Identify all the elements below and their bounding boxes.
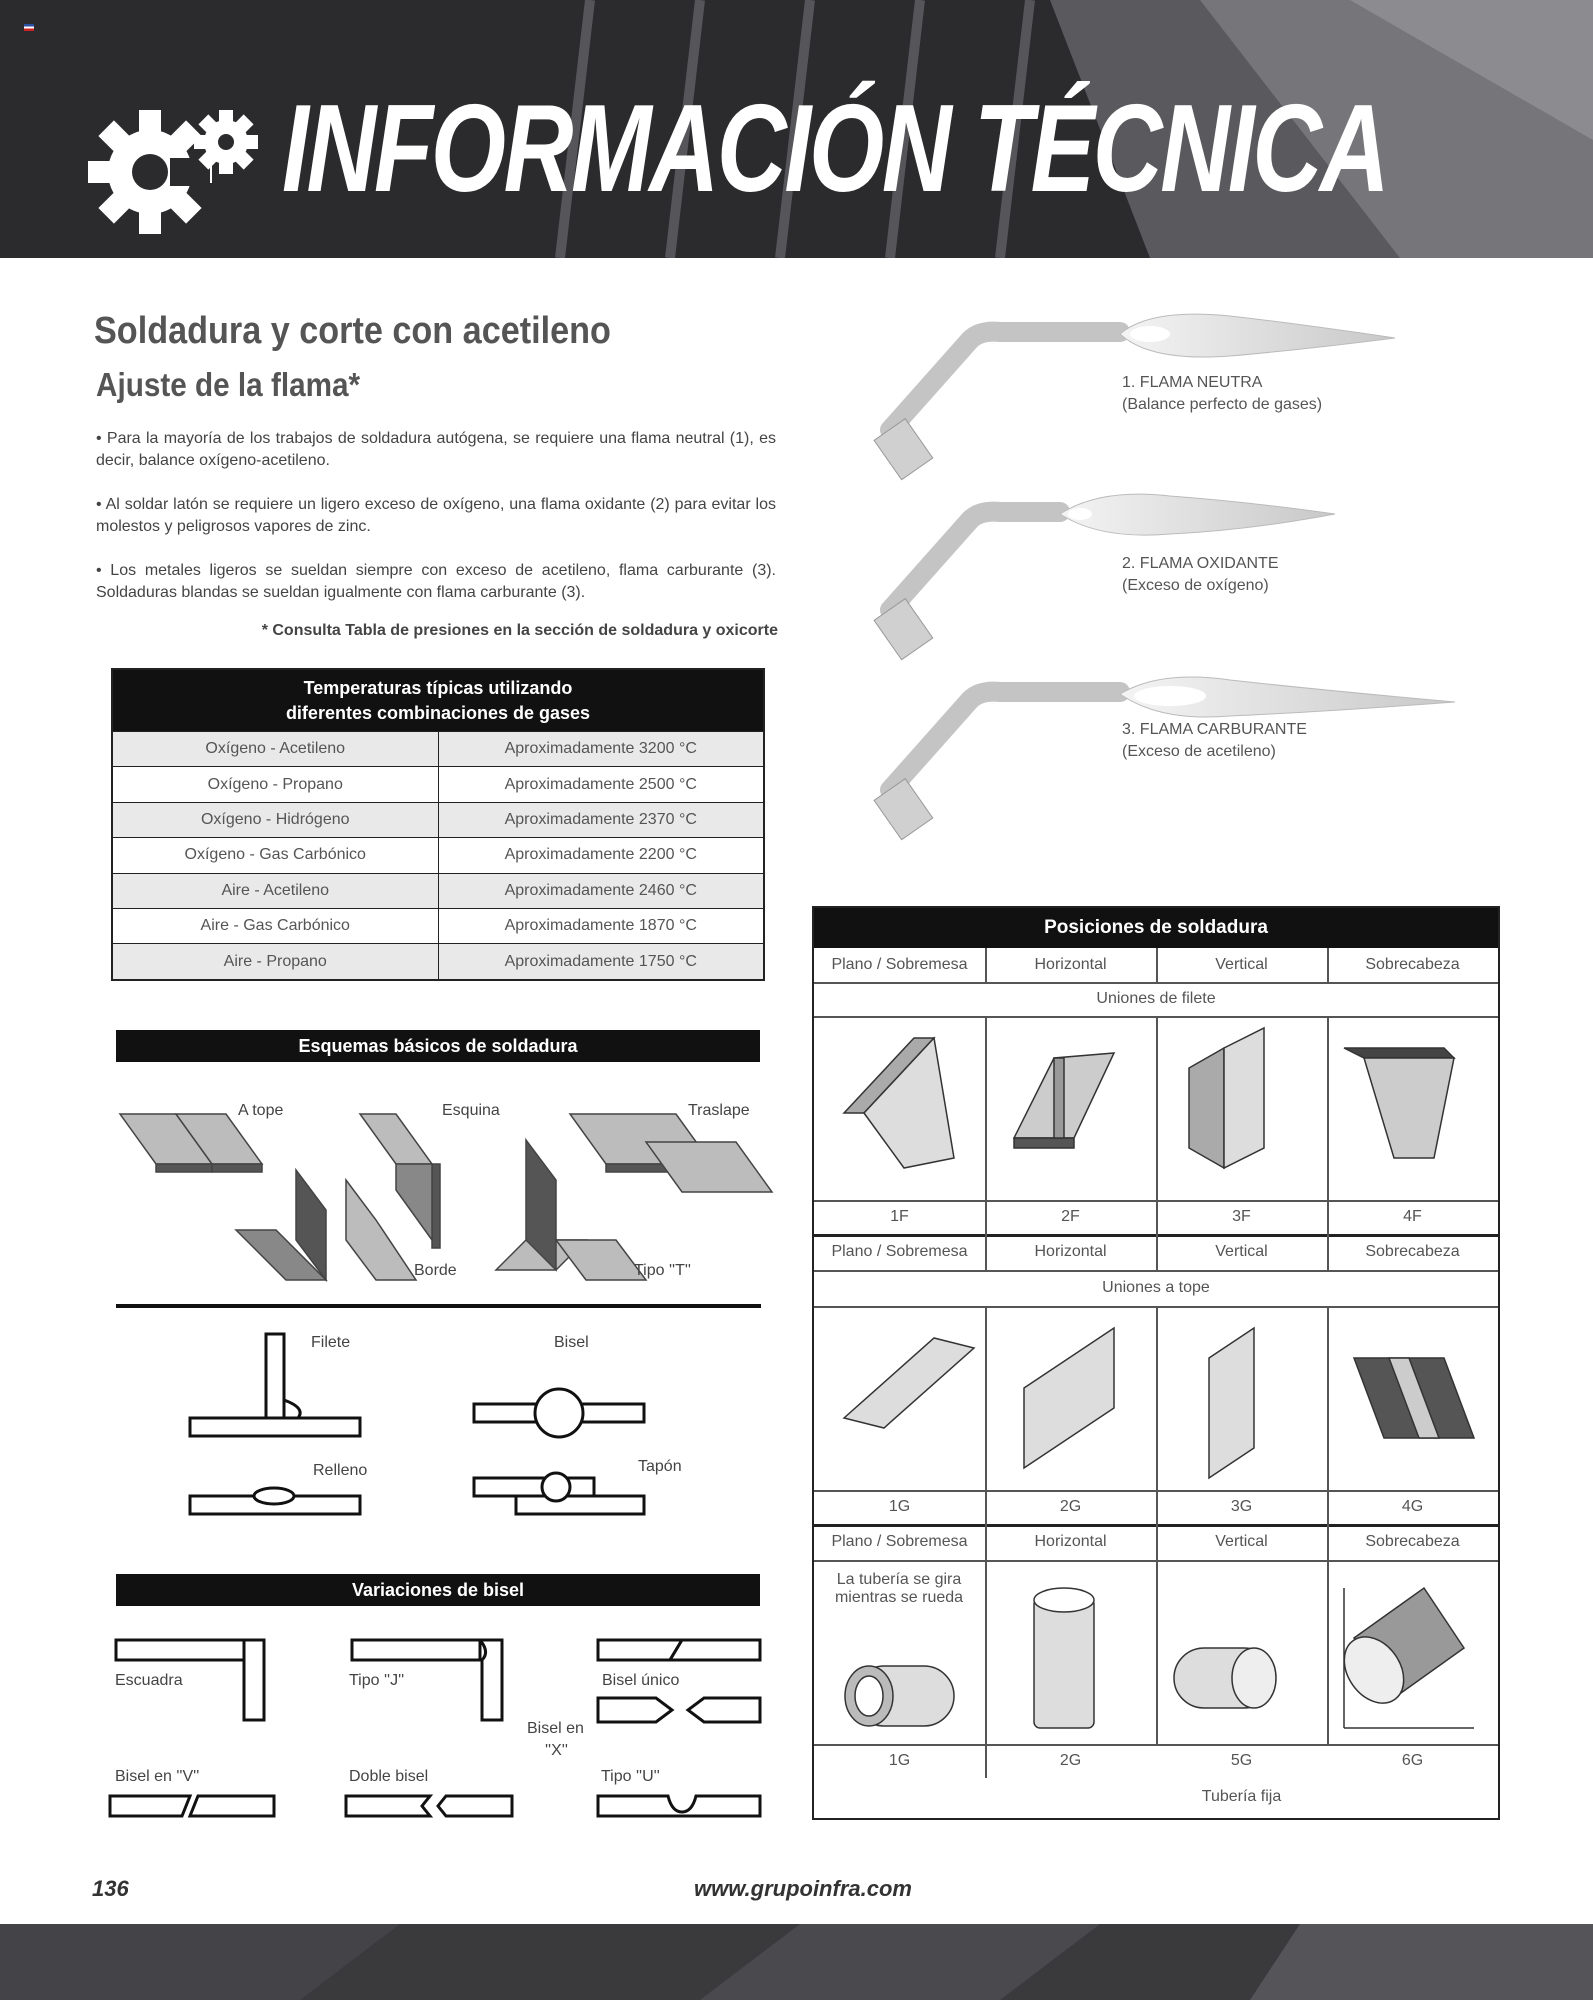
position-code: 1F (890, 1208, 909, 1225)
position-column-header: Vertical (1215, 1533, 1268, 1550)
position-code: 2G (1059, 1752, 1082, 1769)
temperature-value: Aproximadamente 1750 °C (504, 952, 697, 970)
table-row (113, 943, 763, 978)
section-label: Tubería fija (1201, 1788, 1282, 1805)
weld-type-diagrams (116, 1320, 766, 1520)
header-banner (0, 0, 1593, 258)
joint-label: Tipo ''T'' (634, 1262, 691, 1279)
bevel-label: Escuadra (115, 1672, 183, 1689)
flame-label: 2. FLAMA OXIDANTE (Exceso de oxígeno) (1122, 555, 1279, 594)
temperature-value: Aproximadamente 1870 °C (504, 917, 697, 935)
bevel-label: Bisel en (527, 1720, 584, 1737)
joint-illustrations (116, 1080, 766, 1280)
position-code: 5G (1230, 1752, 1253, 1769)
gas-combination: Aire - Propano (113, 944, 439, 978)
footer-banner (0, 1924, 1593, 2000)
weld-label: Filete (311, 1334, 351, 1351)
flag-icon (24, 24, 34, 31)
bevels-title: Variaciones de bisel (116, 1574, 760, 1606)
bevel-label: Bisel único (602, 1672, 680, 1689)
positions-table (812, 906, 1500, 1820)
section-title: Soldadura y corte con acetileno (94, 310, 611, 352)
position-column-header: Plano / Sobremesa (831, 1533, 968, 1550)
website-link[interactable]: www.grupoinfra.com (694, 1876, 912, 1901)
bevel-label: Doble bisel (349, 1768, 429, 1785)
position-column-header: Horizontal (1034, 956, 1107, 973)
weld-label: Bisel (554, 1334, 589, 1351)
table-row (113, 766, 763, 801)
temperature-table (111, 668, 765, 981)
position-column-header: Plano / Sobremesa (831, 956, 968, 973)
joint-label: Borde (414, 1262, 457, 1279)
weld-label: Relleno (313, 1462, 368, 1479)
position-code: 1G (888, 1752, 911, 1769)
position-column-header: Sobrecabeza (1365, 956, 1460, 973)
gas-combination: Oxígeno - Hidrógeno (113, 803, 439, 837)
position-code: 6G (1401, 1752, 1424, 1769)
position-code: 2F (1061, 1208, 1080, 1225)
temperature-value: Aproximadamente 2200 °C (504, 846, 697, 864)
gears-icon (88, 90, 258, 240)
position-code: 4F (1403, 1208, 1422, 1225)
position-code: 2G (1059, 1498, 1082, 1515)
position-code: 1G (888, 1498, 911, 1515)
joint-label: A tope (238, 1102, 284, 1119)
paragraph: • Para la mayoría de los trabajos de soldadura autógena, se requiere una flama neutral (1), es decir, balance oxígeno-acetileno. (96, 430, 776, 469)
flame-label: 1. FLAMA NEUTRA (Balance perfecto de gases) (1122, 374, 1323, 413)
temperature-value: Aproximadamente 2370 °C (504, 810, 697, 828)
bevel-diagrams (100, 1630, 780, 1870)
joint-label: Esquina (442, 1102, 500, 1119)
position-column-header: Horizontal (1034, 1243, 1107, 1260)
position-column-header: Vertical (1215, 956, 1268, 973)
temperature-value: Aproximadamente 2460 °C (504, 881, 697, 899)
pipe-note: La tubería se gira mientras se rueda (834, 1571, 964, 1606)
table-row (113, 837, 763, 872)
page-title: INFORMACIÓN TÉCNICA (282, 80, 1388, 218)
paragraph: • Al soldar latón se requiere un ligero exceso de oxígeno, una flama oxidante (2) para evitar los molestos y peligrosos vapores de zinc. (96, 496, 776, 535)
section-subtitle: Ajuste de la flama* (96, 366, 361, 403)
page-number: 136 (92, 1876, 129, 1901)
gas-combination: Oxígeno - Acetileno (113, 732, 439, 766)
table-header: Temperaturas típicas utilizando diferentes combinaciones de gases (113, 670, 763, 731)
gas-combination: Aire - Gas Carbónico (113, 909, 439, 943)
table-row (113, 873, 763, 908)
section-label: Uniones de filete (1096, 990, 1216, 1007)
positions-title: Posiciones de soldadura (814, 908, 1498, 948)
position-column-header: Plano / Sobremesa (831, 1243, 968, 1260)
schemes-title: Esquemas básicos de soldadura (116, 1030, 760, 1062)
bevel-label: Tipo ''U'' (601, 1768, 660, 1785)
flame-label: 3. FLAMA CARBURANTE (Exceso de acetileno) (1122, 721, 1307, 760)
gas-combination: Oxígeno - Propano (113, 767, 439, 801)
position-column-header: Vertical (1215, 1243, 1268, 1260)
position-illustrations (814, 908, 1498, 1778)
bevel-label: Tipo ''J'' (349, 1672, 405, 1689)
table-row (113, 731, 763, 766)
bevel-label: Bisel en ''V'' (115, 1768, 200, 1785)
position-code: 4G (1401, 1498, 1424, 1515)
note: * Consulta Tabla de presiones en la sección de soldadura y oxicorte (261, 622, 778, 639)
joint-label: Traslape (688, 1102, 750, 1119)
temperature-value: Aproximadamente 2500 °C (504, 775, 697, 793)
table-row (113, 802, 763, 837)
position-code: 3G (1230, 1498, 1253, 1515)
paragraph: • Los metales ligeros se sueldan siempre con exceso de acetileno, flama carburante (3). Soldaduras blandas se sueldan igualmente con flama carburante (3). (96, 562, 776, 601)
bevel-label: ''X'' (545, 1742, 568, 1759)
gas-combination: Aire - Acetileno (113, 874, 439, 908)
position-column-header: Horizontal (1034, 1533, 1107, 1550)
divider (116, 1304, 761, 1308)
table-row (113, 908, 763, 943)
position-code: 3F (1232, 1208, 1251, 1225)
temperature-value: Aproximadamente 3200 °C (504, 740, 697, 758)
gas-combination: Oxígeno - Gas Carbónico (113, 838, 439, 872)
position-column-header: Sobrecabeza (1365, 1243, 1460, 1260)
position-column-header: Sobrecabeza (1365, 1533, 1460, 1550)
weld-label: Tapón (638, 1458, 682, 1475)
section-label: Uniones a tope (1102, 1279, 1210, 1296)
